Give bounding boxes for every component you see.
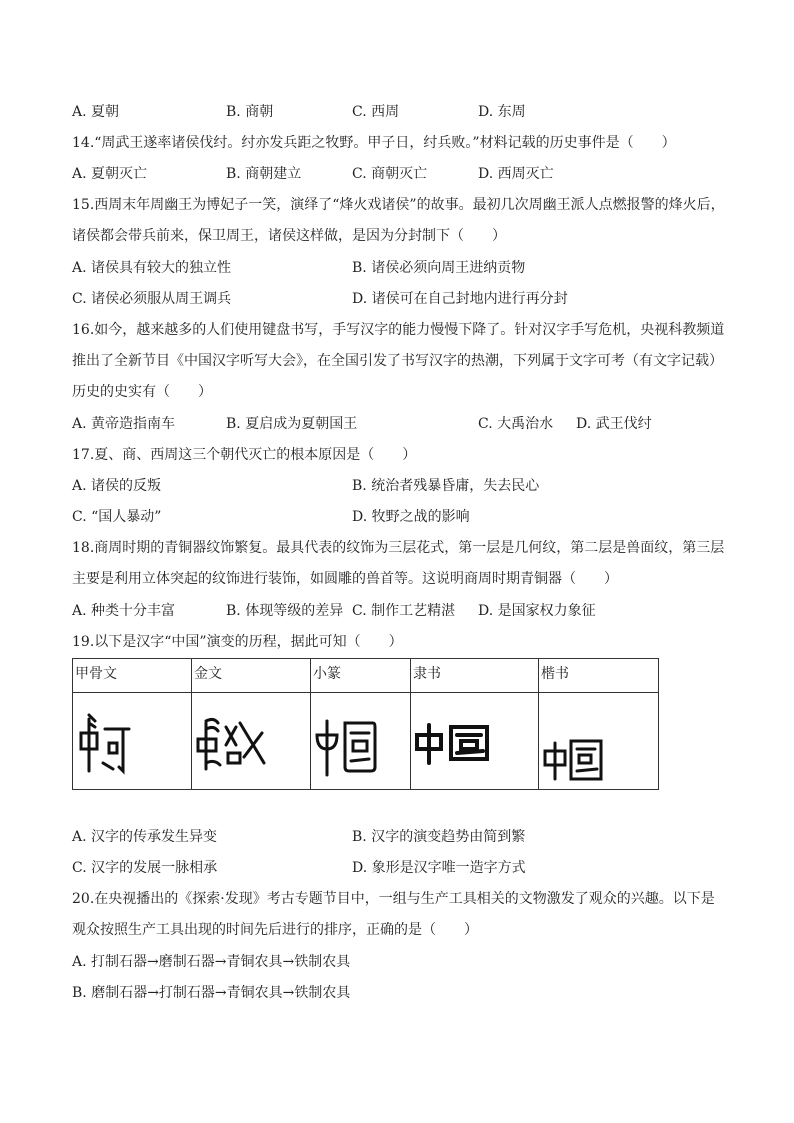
q13-option-d: D. 东周 [478,104,526,120]
q20-stem-line-2: 观众按照生产工具出现的时间先后进行的排序，正确的是（ ） [72,922,478,938]
q18-option-c: C. 制作工艺精湛 [352,603,456,619]
q14-option-b: B. 商朝建立 [226,166,302,182]
q15-option-c: C. 诸侯必须服从周王调兵 [72,291,232,307]
q15-stem-line-2: 诸侯都会带兵前来，保卫周王，诸侯这样做，是因为分封制下（ ） [72,228,506,244]
q14-option-a: A. 夏朝灭亡 [72,166,148,182]
q15-option-a: A. 诸侯具有较大的独立性 [72,260,232,276]
glyph-clerical [411,693,539,790]
q14-option-d: D. 西周灭亡 [478,166,554,182]
q15-option-d: D. 诸侯可在自己封地内进行再分封 [352,291,568,307]
q13-option-a: A. 夏朝 [72,104,120,120]
header-clerical: 隶书 [411,659,539,693]
q15-stem-line-1: 15.西周末年周幽王为博妃子一笑，演绎了“烽火戏诸侯”的故事。最初几次周幽王派人点燃报警的烽火后， [72,197,725,213]
q13-option-b: B. 商朝 [226,104,274,120]
q13-option-c: C. 西周 [352,104,400,120]
q16-option-a: A. 黄帝造指南车 [72,416,176,432]
glyph-small-seal [311,693,411,790]
q16-stem-line-1: 16.如今，越来越多的人们使用键盘书写，手写汉字的能力慢慢下降了。针对汉字手写危机，央视科教频道 [72,322,725,338]
q18-option-d: D. 是国家权力象征 [478,603,596,619]
q18-option-a: A. 种类十分丰富 [72,603,176,619]
q18-stem-line-2: 主要是利用立体突起的纹饰进行装饰，如圆雕的兽首等。这说明商周时期青铜器（ ） [72,571,618,587]
q19-option-d: D. 象形是汉字唯一造字方式 [352,860,526,876]
q18-stem-line-1: 18.商周时期的青铜器纹饰繁复。最具代表的纹饰为三层花式，第一层是几何纹，第二层是兽面纹，第三层 [72,540,725,556]
q17-option-d: D. 牧野之战的影响 [352,509,470,525]
header-small-seal: 小篆 [311,659,411,693]
header-oracle-bone: 甲骨文 [73,659,192,693]
q14-stem: 14.“周武王遂率诸侯伐纣。纣亦发兵距之牧野。甲子日，纣兵败。”材料记载的历史事件是（ ） [72,135,676,151]
q17-stem: 17.夏、商、西周这三个朝代灭亡的根本原因是（ ） [72,447,417,463]
glyph-bronze-script [192,693,311,790]
q14-option-c: C. 商朝灭亡 [352,166,428,182]
q16-option-d: D. 武王伐纣 [576,416,652,432]
q17-option-c: C. “国人暴动” [72,509,162,525]
small-seal-zhongguo-image [311,693,410,789]
q20-option-a: A. 打制石器→磨制石器→青铜农具→铁制农具 [72,954,351,970]
q19-option-c: C. 汉字的发展一脉相承 [72,860,218,876]
q16-option-b: B. 夏启成为夏朝国王 [226,416,358,432]
glyph-regular [539,693,659,790]
oracle-bone-zhongguo-image [73,693,191,789]
q19-stem: 19.以下是汉字“中国”演变的历程，据此可知（ ） [72,634,403,650]
clerical-zhongguo-image [411,693,538,789]
q17-option-a: A. 诸侯的反叛 [72,478,162,494]
q19-option-b: B. 汉字的演变趋势由简到繁 [352,829,526,845]
q18-option-b: B. 体现等级的差异 [226,603,344,619]
q15-option-b: B. 诸侯必须向周王进纳贡物 [352,260,526,276]
glyph-oracle-bone [73,693,192,790]
q20-option-b: B. 磨制石器→打制石器→青铜农具→铁制农具 [72,985,351,1001]
q16-stem-line-2: 推出了全新节目《中国汉字听写大会》，在全国引发了书写汉字的热潮，下列属于文字可考（有文字记载） [72,353,723,369]
q16-stem-line-3: 历史的史实有（ ） [72,384,212,400]
q20-stem-line-1: 20.在央视播出的《探索·发现》考古专题节目中，一组与生产工具相关的文物激发了观众的兴趣。以下是 [72,891,715,907]
header-regular: 楷书 [539,659,659,693]
bronze-script-zhongguo-image [192,693,310,789]
header-bronze-script: 金文 [192,659,311,693]
q19-option-a: A. 汉字的传承发生异变 [72,829,218,845]
regular-zhongguo-image [539,693,658,789]
script-evolution-table [72,658,659,790]
q17-option-b: B. 统治者残暴昏庸，失去民心 [352,478,540,494]
q16-option-c: C. 大禹治水 [478,416,554,432]
